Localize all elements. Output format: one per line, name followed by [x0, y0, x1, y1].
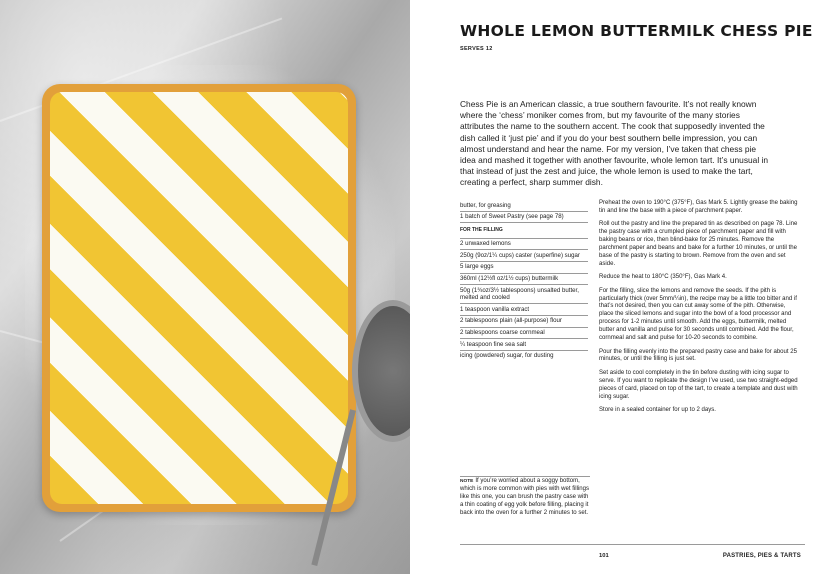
page-number: 101 — [599, 553, 609, 559]
method-step: Reduce the heat to 180°C (350°F), Gas Mark 4. — [599, 274, 727, 281]
serves-label: SERVES 12 — [460, 46, 493, 52]
ingredient: icing (powdered) sugar, for dusting — [460, 352, 554, 360]
ingredients-list — [460, 200, 588, 361]
recipe-page — [410, 0, 821, 574]
ingredient: 50g (1¾oz/3½ tablespoons) unsalted butter, melted and cooled — [460, 285, 588, 304]
recipe-title: WHOLE LEMON BUTTERMILK CHESS PIE — [460, 22, 813, 40]
ingredient: 360ml (12½fl oz/1½ cups) buttermilk — [460, 274, 588, 286]
ingredient: 250g (9oz/1¼ cups) caster (superfine) sugar — [460, 250, 588, 262]
footer-rule — [460, 544, 805, 545]
note-text: If you’re worried about a soggy bottom, which is more common with pies with wet fillings like this one, you can brush the pastry case with a thin coating of egg yolk before filling, placing it back into the oven for a further 2 minutes to set. — [460, 478, 590, 516]
note-label: NOTE — [460, 479, 474, 484]
method-steps — [599, 200, 801, 420]
ingredient: 5 large eggs — [460, 262, 588, 274]
ingredient: 2 tablespoons coarse cornmeal — [460, 328, 588, 340]
method-step: Roll out the pastry and line the prepared tin as described on page 78. Line the pastry case with a crumpled piece of parchment paper and fill with baking beans or rice, then blind-bake for 25 minutes. Remove the parchment paper and beans and bake for a further 10 minutes, or until the base of the pastry is starting to brown. Remove from the oven and set aside. — [599, 221, 798, 267]
lemon-tart — [42, 84, 356, 512]
method-step: Store in a sealed container for up to 2 days. — [599, 406, 716, 413]
recipe-note — [460, 476, 590, 518]
method-step: Set aside to cool completely in the tin before dusting with icing sugar to serve. If you want to replicate the design I’ve used, use two straight-edged pieces of card, placed on top of the tart, to create a template and dust with icing sugar. — [599, 369, 798, 400]
intro-paragraph: Chess Pie is an American classic, a true southern favourite. It’s not really known where the ‘chess’ moniker comes from, but my favourite of the many stories attributes the name to the southern accent. The cook that supposedly invented the dish called it ‘just pie’ and if you do your best southern belle impression, you can almost understand and hear the name. For my version, I’ve taken that chess pie idea and mashed it together with another favourite, whole lemon tart. It’s unusual in that instead of just the zest and juice, the whole lemon is used to make the tart, creating a perfect, sharp summer dish. — [460, 99, 769, 188]
striped-filling — [50, 92, 348, 504]
ingredient: 1 batch of Sweet Pastry (see page 78) — [460, 212, 588, 224]
ingredient: 2 unwaxed lemons — [460, 238, 588, 251]
section-title: PASTRIES, PIES & TARTS — [722, 553, 801, 559]
filling-heading: FOR THE FILLING — [460, 227, 503, 234]
ingredient: 2 tablespoons plain (all-purpose) flour — [460, 316, 588, 328]
ingredient: 1 teaspoon vanilla extract — [460, 304, 588, 316]
tart-photo — [0, 0, 410, 574]
ingredient: butter, for greasing — [460, 200, 588, 212]
ingredient: ¼ teaspoon fine sea salt — [460, 339, 588, 351]
method-step: For the filling, slice the lemons and remove the seeds. If the pith is particularly thick (over 5mm/¼in), the recipe may be a little too bitter and if that’s not desired, then you can cut away some of the pith. Otherwise, place the sliced lemons and sugar into the bowl of a food processor and process for 1-2 minutes until smooth. Add the eggs, buttermilk, melted butter and vanilla and pulse for 30 seconds until combined. Add the flour, cornmeal and salt and pulse for 10-20 seconds to combine. — [599, 287, 797, 342]
method-step: Pour the filling evenly into the prepared pastry case and bake for about 25 minutes, or until the filling is just set. — [599, 348, 797, 363]
method-step: Preheat the oven to 190°C (375°F), Gas Mark 5. Lightly grease the baking tin and line the base with a piece of parchment paper. — [599, 200, 798, 214]
